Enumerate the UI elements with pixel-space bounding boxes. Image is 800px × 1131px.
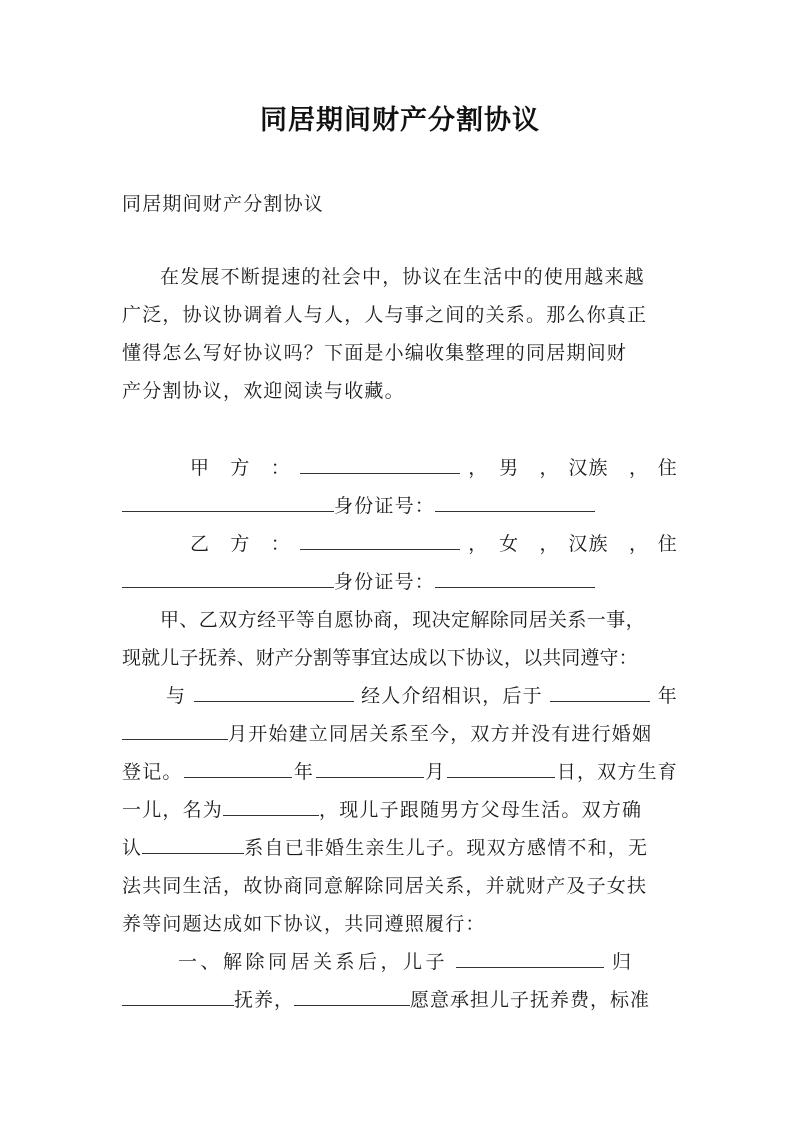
party-a-address-blank	[122, 494, 334, 512]
para2-text: ，现儿子跟随男方父母生活。双方确	[319, 799, 643, 821]
para2-text: 一儿，名为	[122, 799, 224, 821]
party-a-ethnic: 汉族 ，	[568, 457, 650, 479]
para1-line-2: 现就儿子抚养、财产分割等事宜达成以下协议，以共同遵守：	[122, 647, 638, 669]
party-b-id-blank	[435, 570, 595, 588]
para2-line-3	[122, 760, 678, 784]
document-subtitle: 同居期间财产分割协议	[122, 193, 325, 215]
clause1-text: 抚养，	[234, 989, 295, 1011]
party-a-id-blank	[435, 494, 595, 512]
para2-line-6: 法共同生活，故协商同意解除同居关系，并就财产及子女扶	[122, 875, 648, 897]
party-b-ethnic: 汉族 ，	[568, 533, 650, 555]
party-a-address-label: 住	[657, 457, 678, 479]
blank-field	[142, 836, 244, 854]
party-b-name-blank	[300, 532, 460, 550]
party-b-id-label: 身份证号：	[334, 571, 436, 593]
para2-line-2	[122, 722, 678, 746]
para2-text: 认	[122, 837, 143, 859]
party-a-id-row	[122, 494, 678, 518]
blank-field	[294, 988, 410, 1006]
party-b-id-row	[122, 570, 678, 594]
blank-field	[122, 722, 228, 740]
clause1-line-2	[122, 988, 678, 1012]
party-a-name-blank	[300, 456, 460, 474]
clause1-text: 一、解除同居关系后，儿子	[178, 951, 449, 973]
para2-text: 月开始建立同居关系至今，双方并没有进行婚姻	[228, 723, 653, 745]
party-a-label: 甲 方 ：	[190, 457, 292, 479]
party-b-row	[190, 532, 678, 556]
intro-line-4: 产分割协议，欢迎阅读与收藏。	[122, 380, 405, 402]
clause1-line-1	[178, 950, 678, 974]
para2-text: 系自已非婚生亲生儿子。现双方感情不和，无	[244, 837, 649, 859]
blank-field	[223, 798, 319, 816]
intro-line-2: 广泛，协议协调着人与人，人与事之间的关系。那么你真正	[122, 304, 648, 326]
para2-line-5	[122, 836, 678, 860]
para2-text: 与	[166, 685, 187, 707]
party-b-address-blank	[122, 570, 334, 588]
para2-line-1	[166, 684, 678, 708]
document-title: 同居期间财产分割协议	[260, 105, 540, 136]
para2-text: 登记。	[122, 761, 183, 783]
party-a-sex: ， 男 ，	[468, 457, 560, 479]
clause1-text: 归	[612, 951, 635, 973]
party-a-id-label: 身份证号：	[334, 495, 436, 517]
blank-field	[456, 950, 604, 968]
blank-field	[122, 988, 234, 1006]
para2-text: 月	[425, 761, 446, 783]
blank-field	[316, 760, 424, 778]
para2-text: 年	[657, 685, 678, 707]
party-a-row	[190, 456, 678, 480]
party-b-label: 乙 方 ：	[190, 533, 292, 555]
para2-text: 年	[293, 761, 315, 783]
para1-line-1: 甲、乙双方经平等自愿协商，现决定解除同居关系一事，	[160, 609, 646, 631]
intro-line-3: 懂得怎么写好协议吗？下面是小编收集整理的同居期间财	[122, 342, 628, 364]
party-b-address-label: 住	[657, 533, 678, 555]
blank-field	[447, 760, 555, 778]
blank-field	[550, 684, 650, 702]
para2-line-7: 养等问题达成如下协议，共同遵照履行：	[122, 913, 486, 935]
blank-field	[184, 760, 292, 778]
para2-text: 日，双方生育	[556, 761, 678, 783]
para2-text: 经人介绍相识，后于	[361, 685, 543, 707]
blank-field	[194, 684, 354, 702]
party-b-sex: ， 女 ，	[468, 533, 560, 555]
para2-line-4	[122, 798, 678, 822]
intro-line-1: 在发展不断提速的社会中，协议在生活中的使用越来越	[160, 266, 645, 288]
clause1-text: 愿意承担儿子抚养费，标准	[410, 989, 651, 1011]
